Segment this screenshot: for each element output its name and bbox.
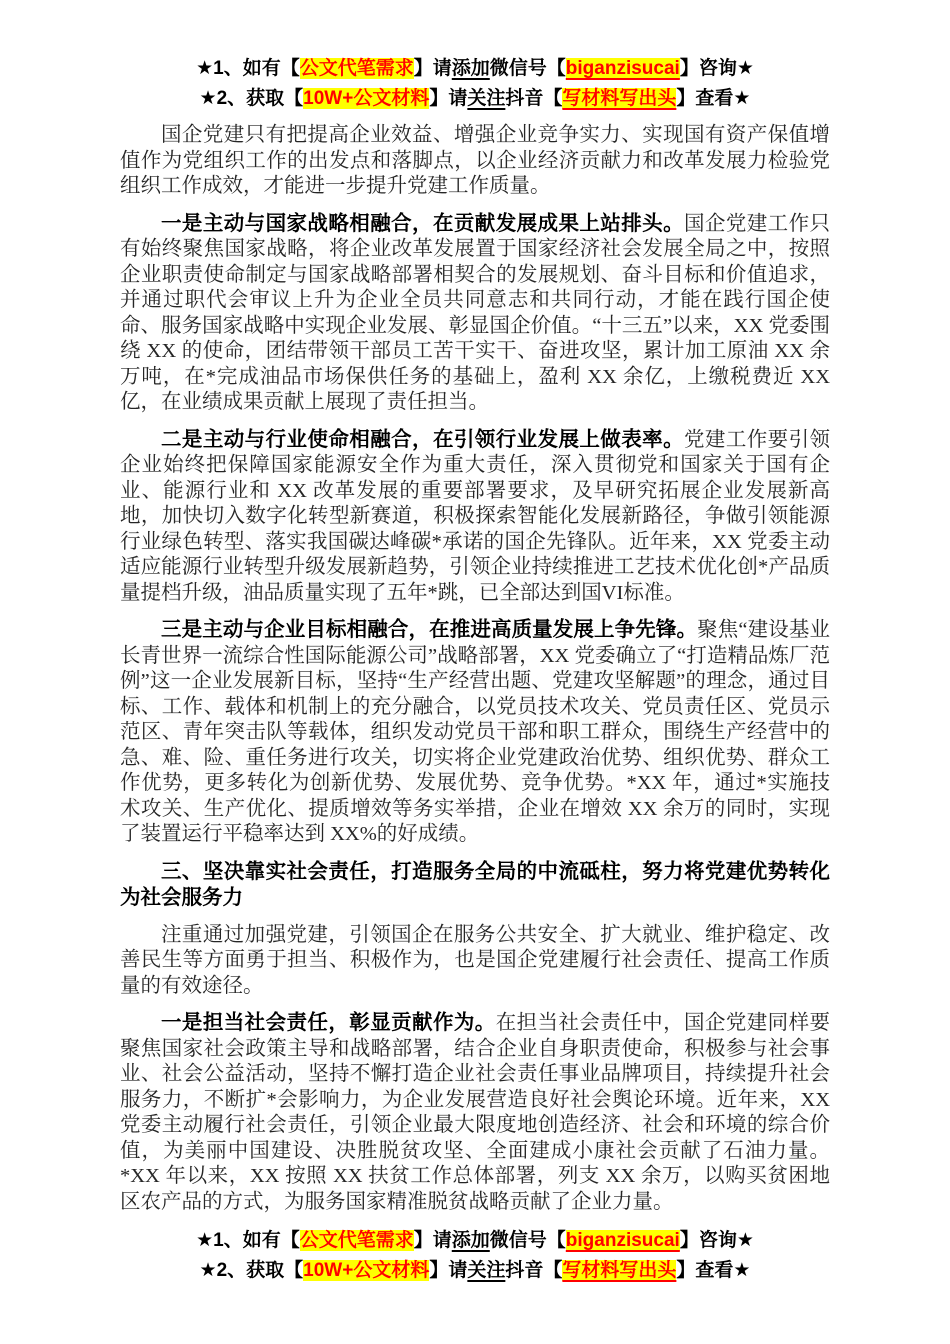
- body-paragraph-point-1: [120, 211, 830, 416]
- paragraph-text: 党建工作要引领企业始终把保障国家能源安全作为重大责任，深入贯彻党和国家关于国有企业、能源行业和 XX 改革发展的重要部署要求，及早研究拓展企业发展新高地，加快切入数字化转型新赛道，积极探索智能化发展新路径，争做引领能源行业绿色转型、落实我国碳达峰碳*承诺的国企先锋队。近年来，XX 党委主动适应能源行业转型升级发展新趋势，引领企业持续推进工艺技术优化创*产品质量提档升级，油品质量实现了五年*跳，已全部达到国VI标准。: [120, 428, 831, 604]
- promo-prefix: ★1、如有【: [196, 58, 300, 79]
- section-heading-3: [120, 859, 830, 912]
- paragraph-lead: 三是主动与企业目标相融合，在推进高质量发展上争先锋。: [161, 618, 698, 641]
- promo-material-highlight: 10W+公文材料: [303, 88, 430, 109]
- promo-footer-line-2: [120, 1256, 830, 1286]
- promo-text: 】请: [413, 1230, 452, 1251]
- paragraph-text: 聚焦“建设基业长青世界一流综合性国际能源公司”战略部署，XX 党委确立了“打造精品炼厂范例”这一企业发展新目标，坚持“生产经营出题、党建攻坚解题”的理念，通过目标、工作、载体和机制上的充分融合，以党员技术攻关、党员责任区、党员示范区、青年突击队等载体，组织发动党员干部和职工群众，围绕生产经营中的急、难、险、重任务进行攻关，切实将企业党建政治优势、组织优势、群众工作优势，更多转化为创新优势、发展优势、竞争优势。*XX 年，通过*实施技术攻关、生产优化、提质增效等务实举措，企业在增效 XX 余万的同时，实现了装置运行平稳率达到 XX%的好成绩。: [120, 619, 830, 845]
- promo-suffix: 】咨询★: [679, 1230, 754, 1251]
- body-paragraph-section3-intro: [120, 923, 830, 1000]
- promo-footer-line-1: [120, 1226, 830, 1256]
- paragraph-lead: 二是主动与行业使命相融合，在引领行业发展上做表率。: [161, 427, 684, 451]
- paragraph-text: 注重通过加强党建，引领国企在服务公共安全、扩大就业、维护稳定、改善民生等方面勇于担当、积极作为，也是国企党建履行社会责任、提高工作质量的有效途径。: [120, 923, 830, 997]
- promo-text: 抖音【: [505, 88, 563, 109]
- wechat-id: biganzisucai: [565, 58, 680, 79]
- paragraph-text: 国企党建工作只有始终聚焦国家战略，将企业改革发展置于国家经济社会发展全局之中，按照企业职责使命制定与国家战略部署相契合的发展规划、奋斗目标和价值追求，并通过职代会审议上升为企业全员共同意志和共同行动，才能在践行国企使命、服务国家战略中实现企业发展、彰显国企价值。“十三五”以来，XX 党委围绕 XX 的使命，团结带领干部员工苦干实干、奋进攻坚，累计加工原油 XX 余万吨，在*完成油品市场保供任务的基础上，盈利 XX 余亿，上缴税费近 XX 亿，在业绩成果贡献上展现了责任担当。: [120, 212, 831, 413]
- promo-suffix: 】查看★: [676, 88, 751, 109]
- promo-text: 抖音【: [505, 1260, 563, 1281]
- promo-header: [120, 54, 830, 114]
- promo-prefix: ★1、如有【: [196, 1230, 300, 1251]
- body-paragraph-point-3: [120, 617, 830, 848]
- promo-prefix: ★2、获取【: [199, 1260, 304, 1281]
- promo-header-line-1: [120, 54, 830, 84]
- promo-material-highlight: 10W+公文材料: [303, 1260, 430, 1281]
- paragraph-lead: 一是主动与国家战略相融合，在贡献发展成果上站排头。: [161, 211, 684, 235]
- douyin-handle: 写材料写出头: [562, 1260, 677, 1281]
- promo-footer: [120, 1226, 830, 1286]
- wechat-id: biganzisucai: [565, 1230, 680, 1251]
- promo-suffix: 】咨询★: [679, 58, 754, 79]
- paragraph-text: 在担当社会责任中，国企党建同样要聚焦国家社会政策主导和战略部署，结合企业自身职责使命，积极参与社会事业、社会公益活动，坚持不懈打造企业社会责任事业品牌项目，持续提升社会服务力，不断扩*会影响力，为企业发展营造良好社会舆论环境。近年来，XX 党委主动履行社会责任，引领企业最大限度地创造经济、社会和环境的综合价值，为美丽中国建设、决胜脱贫攻坚、全面建成小康社会贡献了石油力量。*XX 年以来，XX 按照 XX 扶贫工作总体部署，列支 XX 余万，以购买贫困地区农产品的方式，为服务国家精准脱贫战略贡献了企业力量。: [120, 1012, 831, 1213]
- body-paragraph-intro: [120, 123, 830, 200]
- promo-text: 】请: [429, 88, 468, 109]
- promo-follow-underline: 关注: [467, 1260, 506, 1281]
- promo-text: 】请: [413, 58, 452, 79]
- promo-service-highlight: 公文代笔需求: [299, 58, 414, 79]
- promo-service-highlight: 公文代笔需求: [299, 1230, 414, 1251]
- body-paragraph-section3-point-1: [120, 1010, 830, 1215]
- section-heading-text: 三、坚决靠实社会责任，打造服务全局的中流砥柱，努力将党建优势转化为社会服务力: [120, 859, 830, 909]
- body-paragraph-point-2: [120, 427, 830, 607]
- paragraph-lead: 一是担当社会责任，彰显贡献作为。: [161, 1011, 496, 1034]
- promo-text: 微信号【: [489, 58, 566, 79]
- douyin-handle: 写材料写出头: [562, 88, 677, 109]
- promo-prefix: ★2、获取【: [199, 88, 304, 109]
- promo-add-underline: 添加: [451, 1230, 490, 1251]
- document-body: [120, 123, 830, 1226]
- promo-text: 】请: [429, 1260, 468, 1281]
- promo-suffix: 】查看★: [676, 1260, 751, 1281]
- paragraph-text: 国企党建只有把提高企业效益、增强企业竞争实力、实现国有资产保值增值作为党组织工作的出发点和落脚点，以企业经济贡献力和改革发展力检验党组织工作成效，才能进一步提升党建工作质量。: [120, 124, 830, 197]
- promo-add-underline: 添加: [451, 58, 490, 79]
- promo-follow-underline: 关注: [467, 88, 506, 109]
- promo-header-line-2: [120, 84, 830, 114]
- promo-text: 微信号【: [489, 1230, 566, 1251]
